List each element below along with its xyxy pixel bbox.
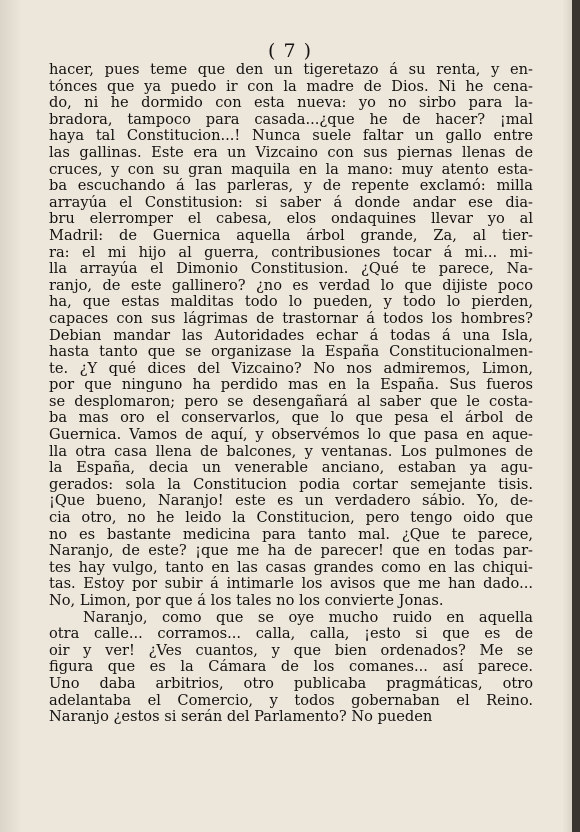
text-line: hasta tanto que se organizase la España Constitucionalmen- <box>49 344 533 361</box>
text-line: Madril: de Guernica aquella árbol grande, Za, al tier- <box>49 227 533 244</box>
text-line: ranjo, de este gallinero? ¿no es verdad lo que dijiste poco <box>49 277 533 294</box>
text-line: te. ¿Y qué dices del Vizcaino? No nos admiremos, Limon, <box>49 360 533 377</box>
text-line: ha, que estas malditas todo lo pueden, y todo lo pierden, <box>49 294 533 311</box>
text-line: gerados: sola la Constitucion podia cortar semejante tisis. <box>49 476 533 493</box>
text-line: do, ni he dormido con esta nueva: yo no sirbo para la- <box>49 95 533 112</box>
text-line: no es bastante medicina para tanto mal. ¿Que te parece, <box>49 526 533 543</box>
text-line: bradora, tampoco para casada...¿que he de hacer? ¡mal <box>49 111 533 128</box>
text-line: haya tal Constitucion...! Nunca suele faltar un gallo entre <box>49 128 533 145</box>
text-line: se desplomaron; pero se desengañará al saber que le costa- <box>49 393 533 410</box>
page-number: ( 7 ) <box>268 40 312 62</box>
text-line: ra: el mi hijo al guerra, contribusiones tocar á mi... mi- <box>49 244 533 261</box>
text-line: lla arrayúa el Dimonio Constitusion. ¿Qué te parece, Na- <box>49 261 533 278</box>
text-line: la España, decia un venerable anciano, estaban ya agu- <box>49 460 533 477</box>
text-line: ba mas oro el conservarlos, que lo que pesa el árbol de <box>49 410 533 427</box>
text-line: Debian mandar las Autoridades echar á todas á una Isla, <box>49 327 533 344</box>
text-line: ¡Que bueno, Naranjo! este es un verdadero sábio. Yo, de- <box>49 493 533 510</box>
body-text <box>49 62 533 726</box>
text-line: figura que es la Cámara de los comanes... así parece. <box>49 659 533 676</box>
text-line: arrayúa el Constitusion: si saber á donde andar ese dia- <box>49 194 533 211</box>
text-line: tas. Estoy por subir á intimarle los avisos que me han dado... <box>49 576 533 593</box>
text-line: por que ninguno ha perdido mas en la España. Sus fueros <box>49 377 533 394</box>
page-edge-shadow <box>572 0 580 832</box>
text-line: cia otro, no he leido la Constitucion, pero tengo oido que <box>49 510 533 527</box>
text-line: Uno daba arbitrios, otro publicaba pragmáticas, otro <box>49 675 533 692</box>
text-line: Naranjo, como que se oye mucho ruido en aquella <box>83 609 533 626</box>
text-line: bru elerromper el cabesa, elos ondaquines llevar yo al <box>49 211 533 228</box>
text-line: otra calle... corramos... calla, calla, ¡esto si que es de <box>49 626 533 643</box>
text-line: Naranjo ¿estos si serán del Parlamento? No pueden <box>49 709 433 726</box>
text-line: oir y ver! ¿Ves cuantos, y que bien ordenados? Me se <box>49 642 533 659</box>
text-line: Guernica. Vamos de aquí, y observémos lo que pasa en aque- <box>49 427 533 444</box>
text-line: capaces con sus lágrimas de trastornar á todos los hombres? <box>49 310 533 327</box>
text-line: hacer, pues teme que den un tigeretazo á su renta, y en- <box>49 62 533 78</box>
text-line: cruces, y con su gran maquila en la mano: muy atento esta- <box>49 161 533 178</box>
text-line: No, Limon, por que á los tales no los convierte Jonas. <box>49 593 444 609</box>
text-line: tónces que ya puedo ir con la madre de Dios. Ni he cena- <box>49 78 533 95</box>
text-line: ba escuchando á las parleras, y de repente exclamó: milla <box>49 178 533 195</box>
text-line: tes hay vulgo, tanto en las casas grandes como en las chiqui- <box>49 559 533 576</box>
text-line: las gallinas. Este era un Vizcaino con sus piernas llenas de <box>49 144 533 161</box>
text-line: adelantaba el Comercio, y todos gobernaban el Reino. <box>49 692 533 709</box>
text-line: lla otra casa llena de balcones, y ventanas. Los pulmones de <box>49 443 533 460</box>
text-line: Naranjo, de este? ¡que me ha de parecer! que en todas par- <box>49 543 533 560</box>
